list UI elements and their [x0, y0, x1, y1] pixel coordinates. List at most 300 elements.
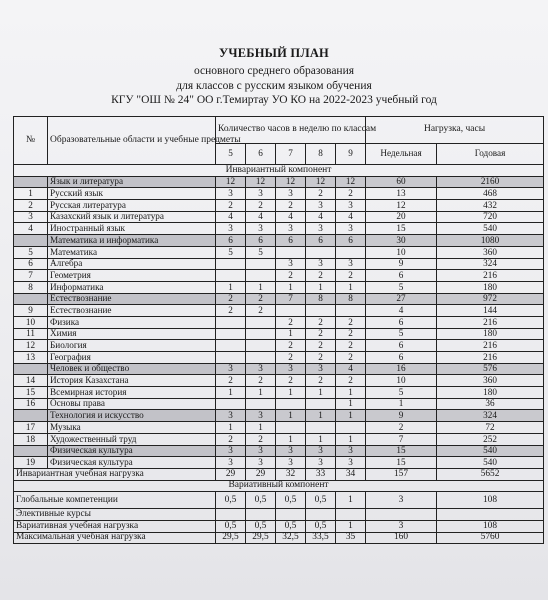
hours-grade-7: 3 [276, 445, 306, 457]
hours-grade-7: 1 [276, 433, 306, 445]
header-subject: Образовательные области и учебные предметы [48, 117, 216, 165]
subject-name: Биология [48, 340, 216, 352]
group-row [14, 293, 544, 305]
row-number: 13 [14, 352, 48, 364]
weekly-load: 3 [366, 492, 437, 509]
header-grade-6: 6 [246, 144, 276, 165]
hours-grade-8: 1 [306, 433, 336, 445]
group-name: Естествознание [48, 293, 216, 305]
subject-name: Алгебра [48, 258, 216, 270]
hours-grade-6: 0,5 [246, 520, 276, 532]
hours-grade-6: 2 [246, 433, 276, 445]
document-subtitle-language: для классов с русским языком обучения [176, 80, 372, 92]
annual-load: 360 [437, 375, 544, 387]
annual-load: 5760 [437, 532, 544, 544]
variative-label: Глобальные компетенции [14, 492, 216, 509]
hours-grade-8: 3 [306, 363, 336, 375]
header-load: Нагрузка, часы [366, 117, 544, 144]
hours-grade-7: 1 [276, 410, 306, 422]
hours-grade-5: 0,5 [216, 520, 246, 532]
annual-load: 432 [437, 200, 544, 212]
hours-grade-5: 4 [216, 211, 246, 223]
group-row [14, 410, 544, 422]
hours-grade-6 [246, 316, 276, 328]
annual-load: 540 [437, 457, 544, 469]
hours-grade-5 [216, 258, 246, 270]
total-grade-6: 29 [246, 468, 276, 480]
subject-row [14, 352, 544, 364]
hours-grade-6: 3 [246, 363, 276, 375]
hours-grade-5: 2 [216, 305, 246, 317]
row-number: 8 [14, 281, 48, 293]
hours-grade-7: 2 [276, 340, 306, 352]
weekly-load: 5 [366, 281, 437, 293]
hours-grade-6: 1 [246, 387, 276, 399]
hours-grade-7: 2 [276, 375, 306, 387]
annual-load: 468 [437, 188, 544, 200]
group-name: Математика и информатика [48, 235, 216, 247]
group-name: Физическая культура [48, 445, 216, 457]
hours-grade-8: 0,5 [306, 520, 336, 532]
hours-grade-8: 2 [306, 328, 336, 340]
subject-row [14, 433, 544, 445]
group-row [14, 176, 544, 188]
hours-grade-7: 32,5 [276, 532, 306, 544]
header-grade-8: 8 [306, 144, 336, 165]
group-name: Человек и общество [48, 363, 216, 375]
hours-grade-5 [216, 352, 246, 364]
row-number: 5 [14, 246, 48, 258]
hours-grade-5: 1 [216, 281, 246, 293]
hours-grade-5: 29,5 [216, 532, 246, 544]
total-grade-9: 34 [336, 468, 366, 480]
subject-name: Русская литература [48, 200, 216, 212]
hours-grade-9: 2 [336, 270, 366, 282]
hours-grade-7 [276, 305, 306, 317]
hours-grade-5: 2 [216, 293, 246, 305]
subject-name: Основы права [48, 398, 216, 410]
hours-grade-5 [216, 509, 246, 521]
weekly-load: 20 [366, 211, 437, 223]
hours-grade-8: 2 [306, 352, 336, 364]
annual-load: 972 [437, 293, 544, 305]
hours-grade-9: 1 [336, 492, 366, 509]
annual-load: 144 [437, 305, 544, 317]
hours-grade-7: 3 [276, 188, 306, 200]
annual-load: 108 [437, 520, 544, 532]
hours-grade-6: 3 [246, 223, 276, 235]
hours-grade-8: 3 [306, 200, 336, 212]
hours-grade-6 [246, 398, 276, 410]
hours-grade-7 [276, 422, 306, 434]
hours-grade-5: 3 [216, 188, 246, 200]
weekly-load: 10 [366, 375, 437, 387]
hours-grade-8: 12 [306, 176, 336, 188]
subject-name: Музыка [48, 422, 216, 434]
weekly-load: 157 [366, 468, 437, 480]
weekly-load: 160 [366, 532, 437, 544]
hours-grade-9: 2 [336, 316, 366, 328]
row-number: 7 [14, 270, 48, 282]
variative-row [14, 520, 544, 532]
weekly-load: 12 [366, 200, 437, 212]
row-number: 4 [14, 223, 48, 235]
hours-grade-5: 3 [216, 363, 246, 375]
hours-grade-5: 1 [216, 387, 246, 399]
section-variative-title: Вариативный компонент [14, 480, 544, 492]
hours-grade-9: 1 [336, 398, 366, 410]
subject-name: Казахский язык и литература [48, 211, 216, 223]
group-name: Технология и искусство [48, 410, 216, 422]
annual-load: 180 [437, 387, 544, 399]
weekly-load: 60 [366, 176, 437, 188]
hours-grade-6: 5 [246, 246, 276, 258]
annual-load: 216 [437, 270, 544, 282]
document-title: УЧЕБНЫЙ ПЛАН [219, 46, 329, 60]
hours-grade-5: 2 [216, 200, 246, 212]
header-grade-5: 5 [216, 144, 246, 165]
annual-load: 5652 [437, 468, 544, 480]
weekly-load: 5 [366, 328, 437, 340]
row-number: 14 [14, 375, 48, 387]
hours-grade-5: 3 [216, 445, 246, 457]
row-number [14, 235, 48, 247]
header-number: № [14, 117, 48, 165]
hours-grade-9: 8 [336, 293, 366, 305]
row-number: 1 [14, 188, 48, 200]
weekly-load: 15 [366, 445, 437, 457]
table-body [14, 165, 544, 544]
subject-row [14, 270, 544, 282]
curriculum-table [13, 116, 544, 544]
hours-grade-9: 6 [336, 235, 366, 247]
hours-grade-6: 2 [246, 200, 276, 212]
annual-load: 216 [437, 352, 544, 364]
group-row [14, 363, 544, 375]
hours-grade-5 [216, 328, 246, 340]
hours-grade-5 [216, 316, 246, 328]
hours-grade-6 [246, 258, 276, 270]
hours-grade-9 [336, 422, 366, 434]
hours-grade-8 [306, 246, 336, 258]
row-number [14, 445, 48, 457]
subject-row [14, 211, 544, 223]
hours-grade-9: 2 [336, 375, 366, 387]
invariant-total-label: Инвариантная учебная нагрузка [14, 468, 216, 480]
weekly-load: 6 [366, 352, 437, 364]
hours-grade-5: 1 [216, 422, 246, 434]
hours-grade-5 [216, 270, 246, 282]
hours-grade-9: 2 [336, 328, 366, 340]
row-number [14, 363, 48, 375]
hours-grade-7: 3 [276, 457, 306, 469]
hours-grade-6: 3 [246, 445, 276, 457]
weekly-load: 6 [366, 340, 437, 352]
subject-name: Химия [48, 328, 216, 340]
annual-load: 180 [437, 281, 544, 293]
hours-grade-8: 2 [306, 188, 336, 200]
hours-grade-9 [336, 246, 366, 258]
subject-row [14, 305, 544, 317]
subject-name: Иностранный язык [48, 223, 216, 235]
hours-grade-9: 1 [336, 410, 366, 422]
subject-name: Всемирная история [48, 387, 216, 399]
document-subtitle-school: КГУ "ОШ № 24" ОО г.Темиртау УО КО на 2022-2023 учебный год [111, 94, 437, 106]
hours-grade-8: 3 [306, 258, 336, 270]
subject-name: Естествознание [48, 305, 216, 317]
subject-row [14, 246, 544, 258]
row-number: 10 [14, 316, 48, 328]
hours-grade-9: 2 [336, 352, 366, 364]
subject-row [14, 200, 544, 212]
hours-grade-8: 3 [306, 223, 336, 235]
variative-label: Вариативная учебная нагрузка [14, 520, 216, 532]
hours-grade-8: 4 [306, 211, 336, 223]
hours-grade-7: 12 [276, 176, 306, 188]
hours-grade-8: 2 [306, 270, 336, 282]
annual-load: 576 [437, 363, 544, 375]
hours-grade-8: 8 [306, 293, 336, 305]
hours-grade-5 [216, 398, 246, 410]
hours-grade-6 [246, 328, 276, 340]
header-grade-9: 9 [336, 144, 366, 165]
total-grade-7: 32 [276, 468, 306, 480]
group-row [14, 445, 544, 457]
hours-grade-8: 2 [306, 316, 336, 328]
hours-grade-9: 3 [336, 223, 366, 235]
weekly-load: 30 [366, 235, 437, 247]
hours-grade-7 [276, 246, 306, 258]
row-number: 6 [14, 258, 48, 270]
annual-load: 180 [437, 328, 544, 340]
hours-grade-6: 4 [246, 211, 276, 223]
hours-grade-7: 3 [276, 258, 306, 270]
weekly-load: 13 [366, 188, 437, 200]
weekly-load: 16 [366, 363, 437, 375]
hours-grade-5: 6 [216, 235, 246, 247]
total-grade-5: 29 [216, 468, 246, 480]
hours-grade-6 [246, 352, 276, 364]
weekly-load: 1 [366, 398, 437, 410]
hours-grade-7: 1 [276, 281, 306, 293]
hours-grade-9: 4 [336, 363, 366, 375]
row-number: 2 [14, 200, 48, 212]
hours-grade-7: 2 [276, 270, 306, 282]
header-grade-7: 7 [276, 144, 306, 165]
weekly-load: 6 [366, 316, 437, 328]
hours-grade-8: 2 [306, 375, 336, 387]
row-number [14, 176, 48, 188]
row-number: 19 [14, 457, 48, 469]
subject-row [14, 398, 544, 410]
annual-load [437, 509, 544, 521]
hours-grade-7 [276, 509, 306, 521]
section-row-invariant [14, 165, 544, 177]
annual-load: 324 [437, 410, 544, 422]
weekly-load: 27 [366, 293, 437, 305]
hours-grade-7: 6 [276, 235, 306, 247]
hours-grade-5: 3 [216, 223, 246, 235]
hours-grade-7: 1 [276, 328, 306, 340]
hours-grade-9: 4 [336, 211, 366, 223]
total-grade-8: 33 [306, 468, 336, 480]
hours-grade-6 [246, 340, 276, 352]
weekly-load: 15 [366, 223, 437, 235]
hours-grade-8: 2 [306, 340, 336, 352]
hours-grade-6: 29,5 [246, 532, 276, 544]
hours-grade-9: 1 [336, 433, 366, 445]
subject-row [14, 387, 544, 399]
hours-grade-6: 1 [246, 281, 276, 293]
hours-grade-7: 0,5 [276, 492, 306, 509]
row-number: 17 [14, 422, 48, 434]
section-row-variative [14, 480, 544, 492]
hours-grade-6: 12 [246, 176, 276, 188]
subject-name: География [48, 352, 216, 364]
subject-name: Геометрия [48, 270, 216, 282]
row-number: 11 [14, 328, 48, 340]
hours-grade-6: 0,5 [246, 492, 276, 509]
hours-grade-8: 33,5 [306, 532, 336, 544]
group-name: Язык и литература [48, 176, 216, 188]
weekly-load: 4 [366, 305, 437, 317]
annual-load: 216 [437, 340, 544, 352]
weekly-load: 6 [366, 270, 437, 282]
hours-grade-9 [336, 509, 366, 521]
variative-row [14, 492, 544, 509]
subject-row [14, 258, 544, 270]
hours-grade-8 [306, 305, 336, 317]
weekly-load: 10 [366, 246, 437, 258]
hours-grade-8: 1 [306, 281, 336, 293]
section-invariant-title: Инвариантный компонент [14, 165, 544, 177]
hours-grade-7: 1 [276, 387, 306, 399]
hours-grade-6: 2 [246, 305, 276, 317]
subject-name: Русский язык [48, 188, 216, 200]
row-number: 16 [14, 398, 48, 410]
hours-grade-5: 2 [216, 433, 246, 445]
hours-grade-7: 2 [276, 316, 306, 328]
hours-grade-5 [216, 340, 246, 352]
annual-load: 324 [437, 258, 544, 270]
annual-load: 108 [437, 492, 544, 509]
hours-grade-9: 1 [336, 520, 366, 532]
annual-load: 216 [437, 316, 544, 328]
hours-grade-9: 1 [336, 387, 366, 399]
hours-grade-7: 3 [276, 223, 306, 235]
hours-grade-8 [306, 509, 336, 521]
document-subtitle-level: основного среднего образования [193, 65, 355, 77]
header-annual: Годовая [437, 144, 544, 165]
subject-name: Информатика [48, 281, 216, 293]
subject-row [14, 328, 544, 340]
subject-name: Математика [48, 246, 216, 258]
subject-name: Физика [48, 316, 216, 328]
subject-row [14, 188, 544, 200]
header-hours: Количество часов в неделю по классам [216, 117, 366, 144]
subject-row [14, 457, 544, 469]
hours-grade-5: 2 [216, 375, 246, 387]
hours-grade-8: 1 [306, 410, 336, 422]
hours-grade-9: 3 [336, 200, 366, 212]
header-weekly: Недельная [366, 144, 437, 165]
hours-grade-6: 3 [246, 188, 276, 200]
variative-label: Максимальная учебная нагрузка [14, 532, 216, 544]
weekly-load: 2 [366, 422, 437, 434]
annual-load: 720 [437, 211, 544, 223]
subject-name: Художественный труд [48, 433, 216, 445]
hours-grade-9: 3 [336, 457, 366, 469]
subject-row [14, 316, 544, 328]
weekly-load: 15 [366, 457, 437, 469]
weekly-load: 9 [366, 410, 437, 422]
row-number: 15 [14, 387, 48, 399]
hours-grade-9: 3 [336, 258, 366, 270]
row-number: 18 [14, 433, 48, 445]
hours-grade-8: 3 [306, 457, 336, 469]
hours-grade-5: 12 [216, 176, 246, 188]
variative-label: Элективные курсы [14, 509, 216, 521]
annual-load: 36 [437, 398, 544, 410]
subject-row [14, 223, 544, 235]
hours-grade-9: 12 [336, 176, 366, 188]
weekly-load: 3 [366, 520, 437, 532]
annual-load: 540 [437, 223, 544, 235]
hours-grade-5: 3 [216, 410, 246, 422]
row-number: 9 [14, 305, 48, 317]
weekly-load: 5 [366, 387, 437, 399]
hours-grade-7: 7 [276, 293, 306, 305]
annual-load: 2160 [437, 176, 544, 188]
hours-grade-9: 3 [336, 445, 366, 457]
hours-grade-6: 1 [246, 422, 276, 434]
row-number [14, 410, 48, 422]
hours-grade-9: 2 [336, 340, 366, 352]
hours-grade-6: 3 [246, 410, 276, 422]
hours-grade-5: 5 [216, 246, 246, 258]
annual-load: 252 [437, 433, 544, 445]
subject-row [14, 375, 544, 387]
hours-grade-7: 3 [276, 363, 306, 375]
weekly-load: 7 [366, 433, 437, 445]
row-number [14, 293, 48, 305]
hours-grade-5: 3 [216, 457, 246, 469]
hours-grade-8 [306, 422, 336, 434]
hours-grade-7: 0,5 [276, 520, 306, 532]
annual-load: 72 [437, 422, 544, 434]
annual-load: 540 [437, 445, 544, 457]
subject-name: История Казахстана [48, 375, 216, 387]
subject-row [14, 422, 544, 434]
hours-grade-9: 2 [336, 188, 366, 200]
weekly-load [366, 509, 437, 521]
row-number: 3 [14, 211, 48, 223]
hours-grade-6: 2 [246, 293, 276, 305]
hours-grade-8: 0,5 [306, 492, 336, 509]
hours-grade-6 [246, 509, 276, 521]
hours-grade-8: 3 [306, 445, 336, 457]
subject-row [14, 340, 544, 352]
annual-load: 360 [437, 246, 544, 258]
hours-grade-7: 4 [276, 211, 306, 223]
hours-grade-7 [276, 398, 306, 410]
group-row [14, 235, 544, 247]
variative-row [14, 509, 544, 521]
weekly-load: 9 [366, 258, 437, 270]
hours-grade-8: 6 [306, 235, 336, 247]
hours-grade-7: 2 [276, 352, 306, 364]
hours-grade-6: 6 [246, 235, 276, 247]
